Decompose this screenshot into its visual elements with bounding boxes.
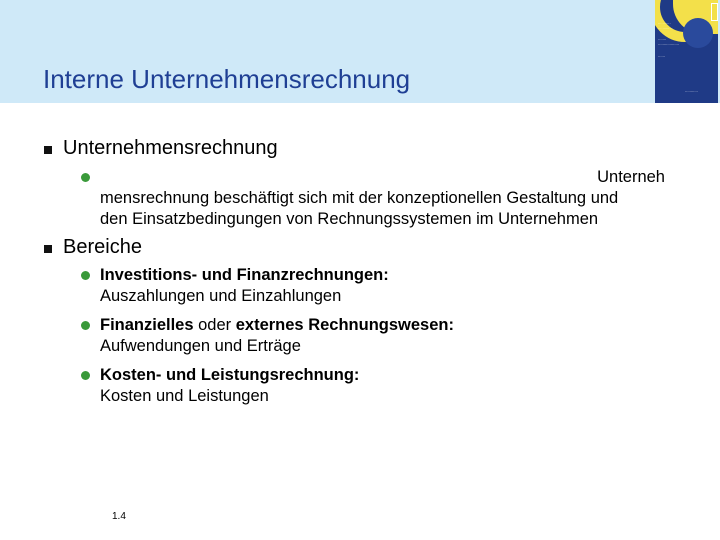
bullet-unternehmensrechnung: Unternehmensrechnung [63,137,278,159]
bereich-investition: Investitions- und Finanzrechnungen: Auszahlungen und Einzahlungen [100,266,389,305]
sub-bullet-marker [81,271,90,280]
sub-bullet-marker [81,173,90,182]
bereich-kosten: Kosten- und Leistungsrechnung: Kosten und Leistungen [100,366,360,405]
sub-bullet-marker [81,321,90,330]
bereich-finanziell: Finanzielles oder externes Rechnungswesen: Aufwendungen und Erträge [100,316,454,355]
bullet-marker [44,146,52,154]
sub-bullet-marker [81,371,90,380]
bullet-marker [44,245,52,253]
page-number: 1.4 [112,511,126,522]
bullet-bereiche: Bereiche [63,236,142,258]
slide-title: Interne Unternehmensrechnung [43,64,411,94]
definition-text: Unterneh mensrechnung beschäftigt sich mit der konzeptionellen Gestaltung und den Einsatzbedingungen von Rechnungssystemen im Unternehmen [100,168,665,228]
book-cover-image: ··· ······· ··· ········· ······· ·················· ······ ··········· [655,0,718,103]
